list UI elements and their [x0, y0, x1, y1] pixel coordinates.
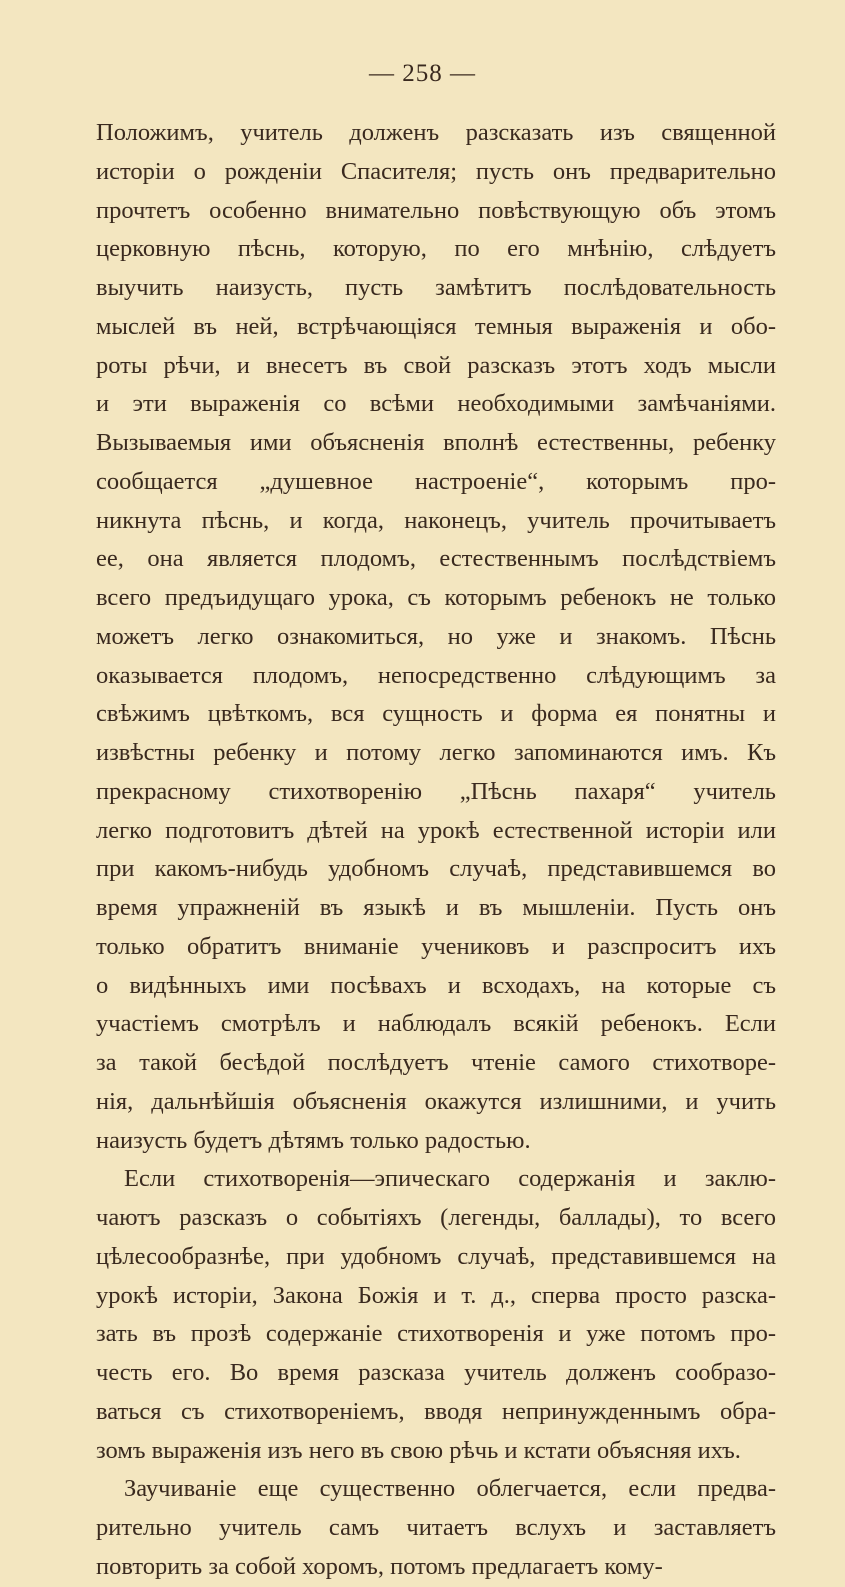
paragraph — [96, 1470, 776, 1586]
text-line: церковную пѣснь, которую, по его мнѣнiю, слѣдуетъ — [96, 235, 776, 263]
text-line: прочтетъ особенно внимательно повѣствующую объ этомъ — [96, 196, 776, 224]
text-line: Положимъ, учитель долженъ разсказать изъ священной — [96, 119, 776, 146]
page-number: — 258 — — [369, 60, 476, 87]
text-line: исторiи о рожденiи Спасителя; пусть онъ предварительно — [96, 157, 776, 185]
text-line: урокѣ исторiи, Закона Божiя и т. д., сперва просто разска- — [96, 1281, 776, 1309]
body-text — [96, 114, 776, 1587]
text-line: за такой бесѣдой послѣдуетъ чтенiе самого стихотворе- — [96, 1049, 776, 1076]
text-line: всего предъидущаго урока, съ которымъ ребенокъ не только — [96, 584, 776, 611]
text-line: Заучиванiе еще существенно облегчается, если предва- — [124, 1475, 776, 1503]
text-line: Вызываемыя ими объясненiя вполнѣ естественны, ребенку — [96, 429, 776, 456]
text-line: легко подготовитъ дѣтей на урокѣ естественной исторiи или — [96, 816, 776, 844]
text-line: зать въ прозѣ содержанiе стихотворенiя и уже потомъ про- — [96, 1320, 776, 1348]
text-line: сообщается „душевное настроенiе“, которымъ про- — [96, 467, 776, 495]
text-line: цѣлесообразнѣе, при удобномъ случаѣ, представившемся на — [96, 1242, 776, 1270]
text-line: и эти выраженiя со всѣми необходимыми замѣчанiями. — [96, 390, 776, 418]
paragraph — [96, 114, 776, 1160]
text-line: только обратитъ вниманiе учениковъ и разспроситъ ихъ — [96, 932, 776, 960]
text-line: рительно учитель самъ читаетъ вслухъ и заставляетъ — [96, 1514, 776, 1541]
text-line: честь его. Во время разсказа учитель долженъ сообразо- — [96, 1359, 776, 1386]
text-line: при какомъ-нибудь удобномъ случаѣ, представившемся во — [96, 855, 776, 883]
text-line: можетъ легко ознакомиться, но уже и знакомъ. Пѣснь — [96, 622, 776, 650]
text-line: зомъ выраженiя изъ него въ свою рѣчь и кстати объясняя ихъ. — [96, 1436, 741, 1464]
text-line: выучить наизусть, пусть замѣтитъ послѣдовательность — [96, 274, 776, 301]
text-line: свѣжимъ цвѣткомъ, вся сущность и форма ея понятны и — [96, 700, 776, 728]
text-line: наизусть будетъ дѣтямъ только радостью. — [96, 1126, 531, 1154]
text-line: время упражненiй въ языкѣ и въ мышленiи. Пусть онъ — [96, 894, 776, 921]
text-line: оказывается плодомъ, непосредственно слѣдующимъ за — [96, 661, 776, 689]
text-line: нiя, дальнѣйшiя объясненiя окажутся излишними, и учить — [96, 1087, 776, 1115]
text-line: о видѣнныхъ ими посѣвахъ и всходахъ, на которые съ — [96, 971, 776, 999]
text-line: мыслей въ ней, встрѣчающiяся темныя выраженiя и обо- — [96, 312, 776, 340]
text-line: ваться съ стихотворенiемъ, вводя непринужденнымъ обра- — [96, 1397, 776, 1425]
text-line: ее, она является плодомъ, естественнымъ послѣдствiемъ — [96, 545, 776, 573]
text-line: Если стихотворенiя—эпическаго содержанiя и заклю- — [124, 1165, 776, 1193]
text-line: повторить за собой хоромъ, потомъ предлагаетъ кому- — [96, 1552, 663, 1580]
text-line: прекрасному стихотворенiю „Пѣснь пахаря“ учитель — [96, 777, 776, 805]
text-line: никнута пѣснь, и когда, наконецъ, учитель прочитываетъ — [96, 506, 776, 534]
text-line: участiемъ смотрѣлъ и наблюдалъ всякiй ребенокъ. Если — [96, 1010, 776, 1038]
text-line: роты рѣчи, и внесетъ въ свой разсказъ этотъ ходъ мысли — [96, 351, 776, 379]
paragraph — [96, 1160, 776, 1470]
text-line: извѣстны ребенку и потому легко запоминаются имъ. Къ — [96, 739, 776, 766]
text-line: чаютъ разсказъ о событiяхъ (легенды, баллады), то всего — [96, 1204, 776, 1231]
